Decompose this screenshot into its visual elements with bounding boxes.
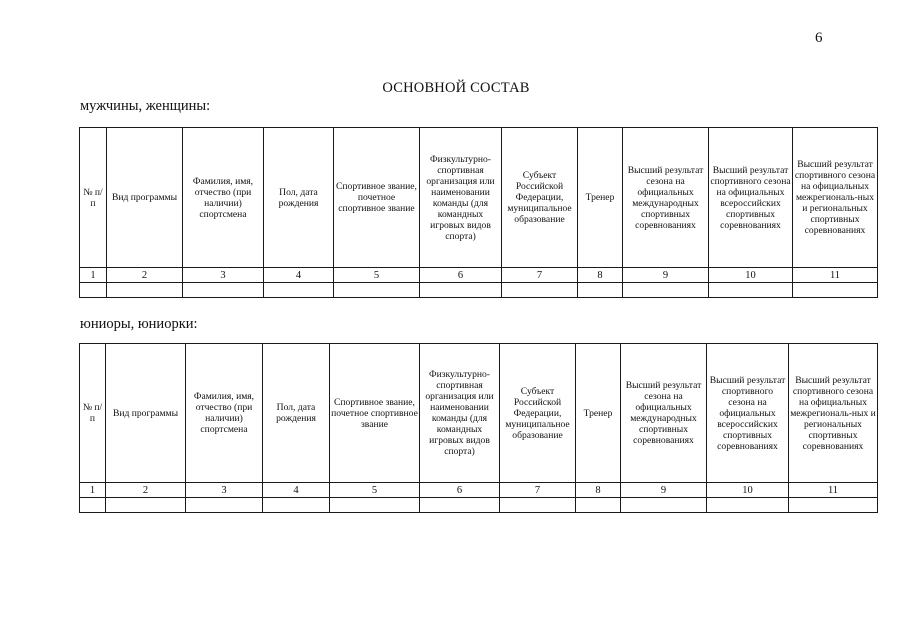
- header-cell: Высший результат сезона на официальных международных спортивных соревнованиях: [621, 344, 707, 483]
- header-cell: Спортивное звание, почетное спортивное звание: [334, 128, 420, 268]
- empty-cell: [186, 498, 263, 513]
- header-cell: Спортивное звание, почетное спортивное звание: [330, 344, 420, 483]
- empty-cell: [576, 498, 621, 513]
- column-number-cell: 4: [263, 483, 330, 498]
- roster-table-juniors: [79, 343, 878, 513]
- column-number-cell: 9: [621, 483, 707, 498]
- header-cell: Фамилия, имя, отчество (при наличии) спортсмена: [183, 128, 264, 268]
- column-number-cell: 7: [502, 268, 578, 283]
- column-number-row: [80, 268, 878, 283]
- page-number: 6: [815, 30, 823, 46]
- section-label-men-women: мужчины, женщины:: [80, 98, 211, 114]
- empty-cell: [502, 283, 578, 298]
- header-cell: Пол, дата рождения: [263, 344, 330, 483]
- column-number-cell: 8: [576, 483, 621, 498]
- section-label-juniors: юниоры, юниорки:: [80, 316, 198, 332]
- column-number-cell: 6: [420, 483, 500, 498]
- header-row: [80, 128, 878, 268]
- column-number-cell: 10: [707, 483, 789, 498]
- empty-cell: [707, 498, 789, 513]
- column-number-cell: 3: [183, 268, 264, 283]
- header-cell: Физкультурно-спортивная организация или наименовании команды (для командных игровых видов спорта): [420, 344, 500, 483]
- column-number-cell: 9: [623, 268, 709, 283]
- empty-cell: [107, 283, 183, 298]
- header-cell: Фамилия, имя, отчество (при наличии) спортсмена: [186, 344, 263, 483]
- header-cell: Пол, дата рождения: [264, 128, 334, 268]
- header-cell: Высший результат спортивного сезона на официальных всероссийских спортивных соревнованиях: [709, 128, 793, 268]
- column-number-cell: 5: [330, 483, 420, 498]
- roster-table-men-women: [79, 127, 878, 298]
- column-number-cell: 11: [789, 483, 878, 498]
- empty-cell: [420, 283, 502, 298]
- empty-cell: [709, 283, 793, 298]
- empty-cell: [80, 283, 107, 298]
- document-title: ОСНОВНОЙ СОСТАВ: [382, 80, 530, 96]
- header-cell: Высший результат сезона на официальных международных спортивных соревнованиях: [623, 128, 709, 268]
- header-row: [80, 344, 878, 483]
- empty-cell: [621, 498, 707, 513]
- empty-cell: [420, 498, 500, 513]
- header-cell: Высший результат спортивного сезона на официальных межрегиональ-ных и региональных спортивных соревнованиях: [789, 344, 878, 483]
- empty-cell: [264, 283, 334, 298]
- empty-data-row: [80, 498, 878, 513]
- header-cell: Высший результат спортивного сезона на официальных всероссийских спортивных соревнованиях: [707, 344, 789, 483]
- empty-cell: [500, 498, 576, 513]
- empty-cell: [330, 498, 420, 513]
- column-number-cell: 5: [334, 268, 420, 283]
- column-number-cell: 4: [264, 268, 334, 283]
- empty-cell: [623, 283, 709, 298]
- column-number-cell: 2: [106, 483, 186, 498]
- empty-cell: [80, 498, 106, 513]
- header-cell: № п/п: [80, 128, 107, 268]
- column-number-cell: 3: [186, 483, 263, 498]
- column-number-cell: 1: [80, 268, 107, 283]
- empty-cell: [263, 498, 330, 513]
- header-cell: Вид программы: [107, 128, 183, 268]
- header-cell: Субъект Российской Федерации, муниципальное образование: [500, 344, 576, 483]
- column-number-cell: 6: [420, 268, 502, 283]
- column-number-row: [80, 483, 878, 498]
- column-number-cell: 1: [80, 483, 106, 498]
- empty-cell: [183, 283, 264, 298]
- header-cell: Физкультурно-спортивная организация или наименовании команды (для командных игровых видов спорта): [420, 128, 502, 268]
- header-cell: Субъект Российской Федерации, муниципальное образование: [502, 128, 578, 268]
- empty-cell: [578, 283, 623, 298]
- empty-cell: [106, 498, 186, 513]
- column-number-cell: 7: [500, 483, 576, 498]
- header-cell: Вид программы: [106, 344, 186, 483]
- column-number-cell: 8: [578, 268, 623, 283]
- empty-cell: [789, 498, 878, 513]
- header-cell: Тренер: [578, 128, 623, 268]
- header-cell: № п/п: [80, 344, 106, 483]
- column-number-cell: 10: [709, 268, 793, 283]
- column-number-cell: 11: [793, 268, 878, 283]
- header-cell: Тренер: [576, 344, 621, 483]
- empty-data-row: [80, 283, 878, 298]
- empty-cell: [334, 283, 420, 298]
- empty-cell: [793, 283, 878, 298]
- column-number-cell: 2: [107, 268, 183, 283]
- header-cell: Высший результат спортивного сезона на официальных межрегиональ-ных и региональных спортивных соревнованиях: [793, 128, 878, 268]
